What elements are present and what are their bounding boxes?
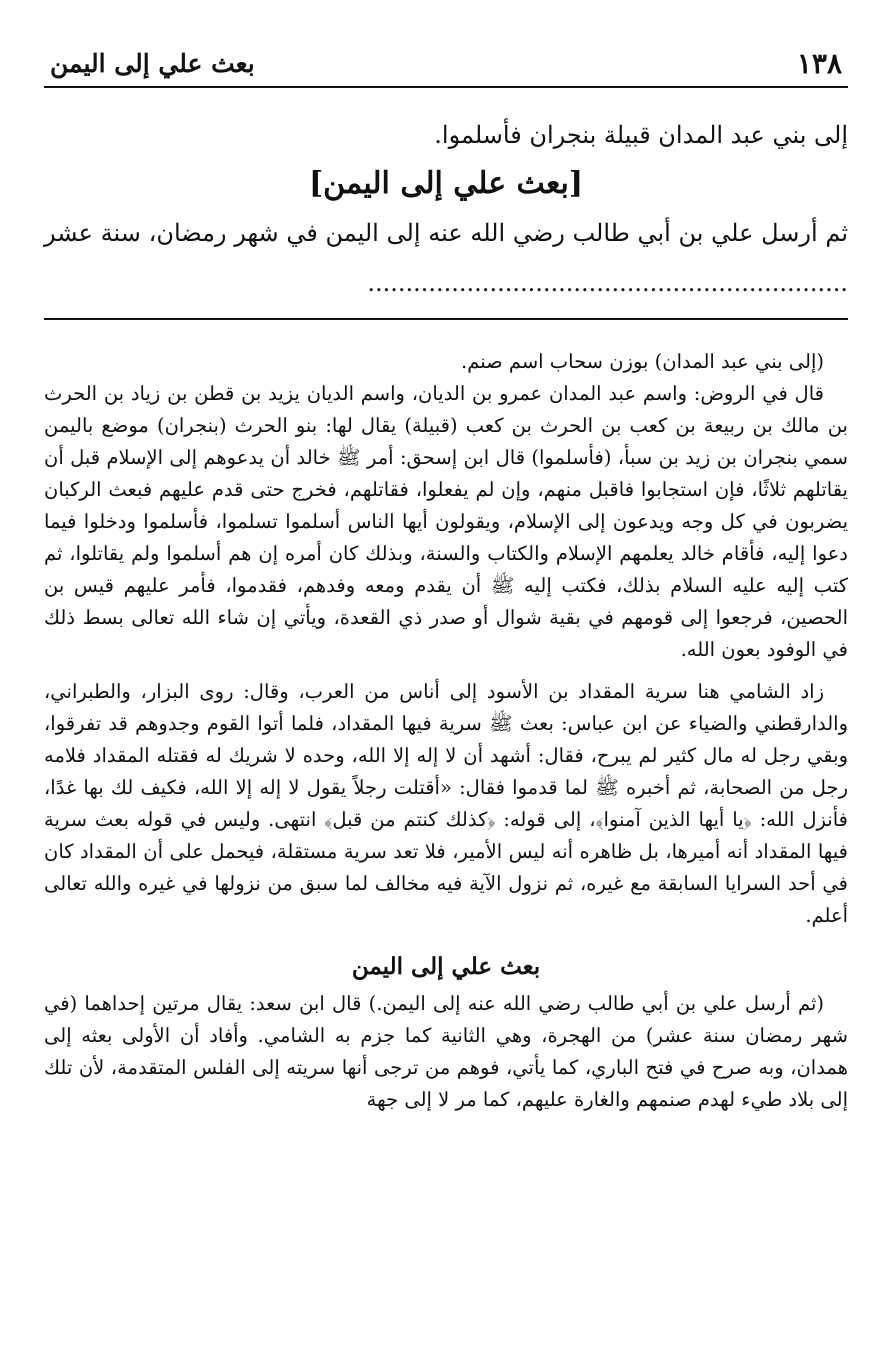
commentary-sub-heading: بعث علي إلى اليمن [351, 953, 541, 980]
commentary-paragraph-4: (ثم أرسل علي بن أبي طالب رضي الله عنه إلى اليمن.) قال ابن سعد: يقال مرتين إحداهما (في شهر رمضان سنة عشر) من الهجرة، وهي الثانية كما جزم به الشامي. وأفاد أن الأولى بعثه إلى همدان، وبه صرح في فتح الباري، كما يأتي، فوهم من ترجى أنها سريته إلى الفلس المتقدمة، لأن تلك إلى بلاد طيء لهدم صنمهم والغارة عليهم، كما مر لا إلى جهة [44, 992, 848, 1111]
ellipsis-dots: ............................................................... [367, 269, 848, 297]
page-header [44, 40, 848, 88]
commentary-paragraph-1: (إلى بني عبد المدان) بوزن سحاب اسم صنم. [461, 350, 824, 373]
running-title: بعث علي إلى اليمن [50, 48, 255, 78]
main-text-block [44, 88, 848, 320]
page-number: ١٣٨ [796, 46, 842, 80]
book-page [44, 40, 848, 1116]
main-text-sentence: ثم أرسل علي بن أبي طالب رضي الله عنه إلى اليمن في شهر رمضان، سنة عشر [44, 219, 848, 247]
section-heading: [بعث علي إلى اليمن] [308, 166, 584, 201]
commentary-block [44, 320, 848, 1116]
main-text-line: إلى بني عبد المدان قبيلة بنجران فأسلموا. [434, 121, 848, 149]
commentary-paragraph-2: قال في الروض: واسم عبد المدان عمرو بن الديان، واسم الديان يزيد بن قطن بن زياد بن الحرث بن مالك بن ربيعة بن كعب بن الحرث بن كعب (قبيلة) يقال لها: بنو الحرث (بنجران) موضع باليمن سمي بنجران بن زيد بن سبأ، (فأسلموا) قال ابن إسحق: أمر ﷺ خالد أن يدعوهم إلى الإسلام قبل أن يقاتلهم ثلاثًا، فإن استجابوا فاقبل منهم، وإن لم يفعلوا، فقاتلهم، فخرج حتى قدم عليهم فبعث الركبان يضربون في كل وجه ويدعون إلى الإسلام، ويقولون أيها الناس أسلموا تسلموا، فأسلموا ودخلوا فيما دعوا إليه، فأقام خالد يعلمهم الإسلام والكتاب والسنة، وبذلك كان أمره إن هم أسلموا ولم يقاتلوا، ثم كتب إليه عليه السلام بذلك، فكتب إليه ﷺ أن يقدم ومعه وفدهم، فقدموا، فأمر عليهم قيس بن الحصين، فرجعوا إلى قومهم في بقية شوال أو صدر ذي القعدة، ويأتي إن شاء الله تعالى بسط ذلك في الوفود بعون الله. [44, 382, 848, 661]
main-text-paragraph [44, 208, 848, 308]
commentary-paragraph-3: زاد الشامي هنا سرية المقداد بن الأسود إلى أناس من العرب، وقال: روى البزار، والطبراني، والدارقطني والضياء عن ابن عباس: بعث ﷺ سرية فيها المقداد، فلما أتوا القوم وجدوهم قد تفرقوا، وبقي رجل له مال كثير لم يبرح، فقال: أشهد أن لا إله إلا الله، وحده لا شريك له فقتله المقداد فلامه رجل من الصحابة، ثم أخبره ﷺ لما قدموا فقال: «أقتلت رجلاً يقول لا إله إلا الله، فكيف لك بها غدًا، فأنزل الله: ﴿يا أيها الذين آمنوا﴾، إلى قوله: ﴿كذلك كنتم من قبل﴾ انتهى. وليس في قوله بعث سرية فيها المقداد أنه أميرها، بل ظاهره أنه ليس الأمير، فلا تعد سرية مستقلة، فيحمل على أن المقداد كان في أحد السرايا السابقة مع غيره، ثم نزول الآية فيه مخالف لما سبق من نزولها في غيره والله تعالى أعلم. [44, 680, 848, 927]
